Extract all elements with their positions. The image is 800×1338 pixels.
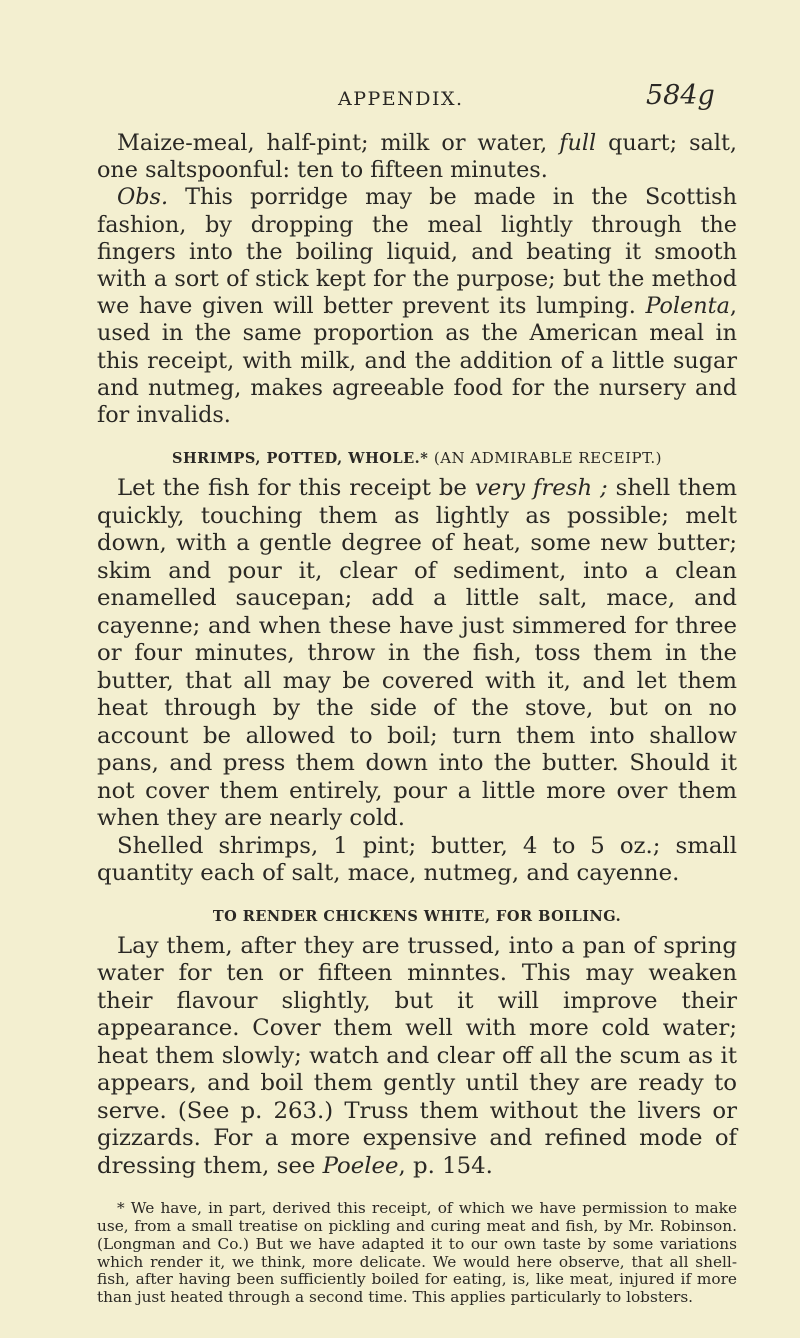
page-header	[0, 74, 800, 114]
porridge-observation: Obs. This porridge may be made in the Scottish fashion, by dropping the meal lightly through the fingers into the boiling liquid, and beating it smooth with a sort of stick kept for the purpose; but the method we have given will better prevent its lumping. Polenta, used in the same proportion as the American meal in this receipt, with milk, and the addition of a little sugar and nutmeg, makes agreeable food for the nursery and for invalids.	[97, 184, 737, 429]
porridge-ingredients: Maize-meal, half-pint; milk or water, full quart; salt, one saltspoonful: ten to fifteen minutes.	[97, 130, 738, 184]
shrimps-method: Let the fish for this receipt be very fresh ; shell them quickly, touching them as lightly as possible; melt down, with a gentle degree of heat, some new butter; skim and pour it, clear of sediment, into a clean enamelled saucepan; add a little salt, mace, and cayenne; and when these have just simmered for three or four minutes, throw in the fish, toss them in the butter, that all may be covered with it, and let them heat through by the side of the stove, but on no account be allowed to boil; turn them into shallow pans, and press them down into the butter. Should it not cover them entirely, pour a little more over them when they are nearly cold.	[97, 475, 738, 832]
footnote	[97, 1200, 737, 1307]
footnote-text: * We have, in part, derived this receipt, of which we have permission to make use, from a small treatise on pickling and curing meat and fish, by Mr. Robinson. (Longman and Co.) But we have adapted it to our own taste by some variations which render it, we think, more delicate. We would here observe, that all shell-fish, after having been sufficiently boiled for eating, is, like meat, injured if more than just heated through a second time. This applies particularly to lobsters.	[97, 1199, 737, 1307]
page-number: 584g	[646, 80, 715, 111]
shrimps-heading: SHRIMPS, POTTED, WHOLE.* (AN ADMIRABLE RECEIPT.)	[171, 449, 663, 468]
running-head: APPENDIX.	[338, 88, 464, 110]
chickens-method: Lay them, after they are trussed, into a pan of spring water for ten or fifteen minntes. This may weaken their flavour slightly, but it will improve their appearance. Cover them well with more cold water; heat them slowly; watch and clear off all the scum as it appears, and boil them gently until they are ready to serve. (See p. 263.) Truss them without the livers or gizzards. For a more expensive and refined mode of dressing them, see Poelee, p. 154.	[97, 932, 737, 1179]
page-body	[97, 130, 737, 1307]
chickens-heading: TO RENDER CHICKENS WHITE, FOR BOILING.	[212, 907, 622, 925]
shrimps-ingredients: Shelled shrimps, 1 pint; butter, 4 to 5 oz.; small quantity each of salt, mace, nutmeg, and cayenne.	[97, 832, 737, 887]
shrimps-section	[97, 449, 737, 888]
obs-label: Obs.	[117, 184, 169, 211]
porridge-section	[97, 130, 737, 429]
chickens-section	[97, 908, 737, 1181]
